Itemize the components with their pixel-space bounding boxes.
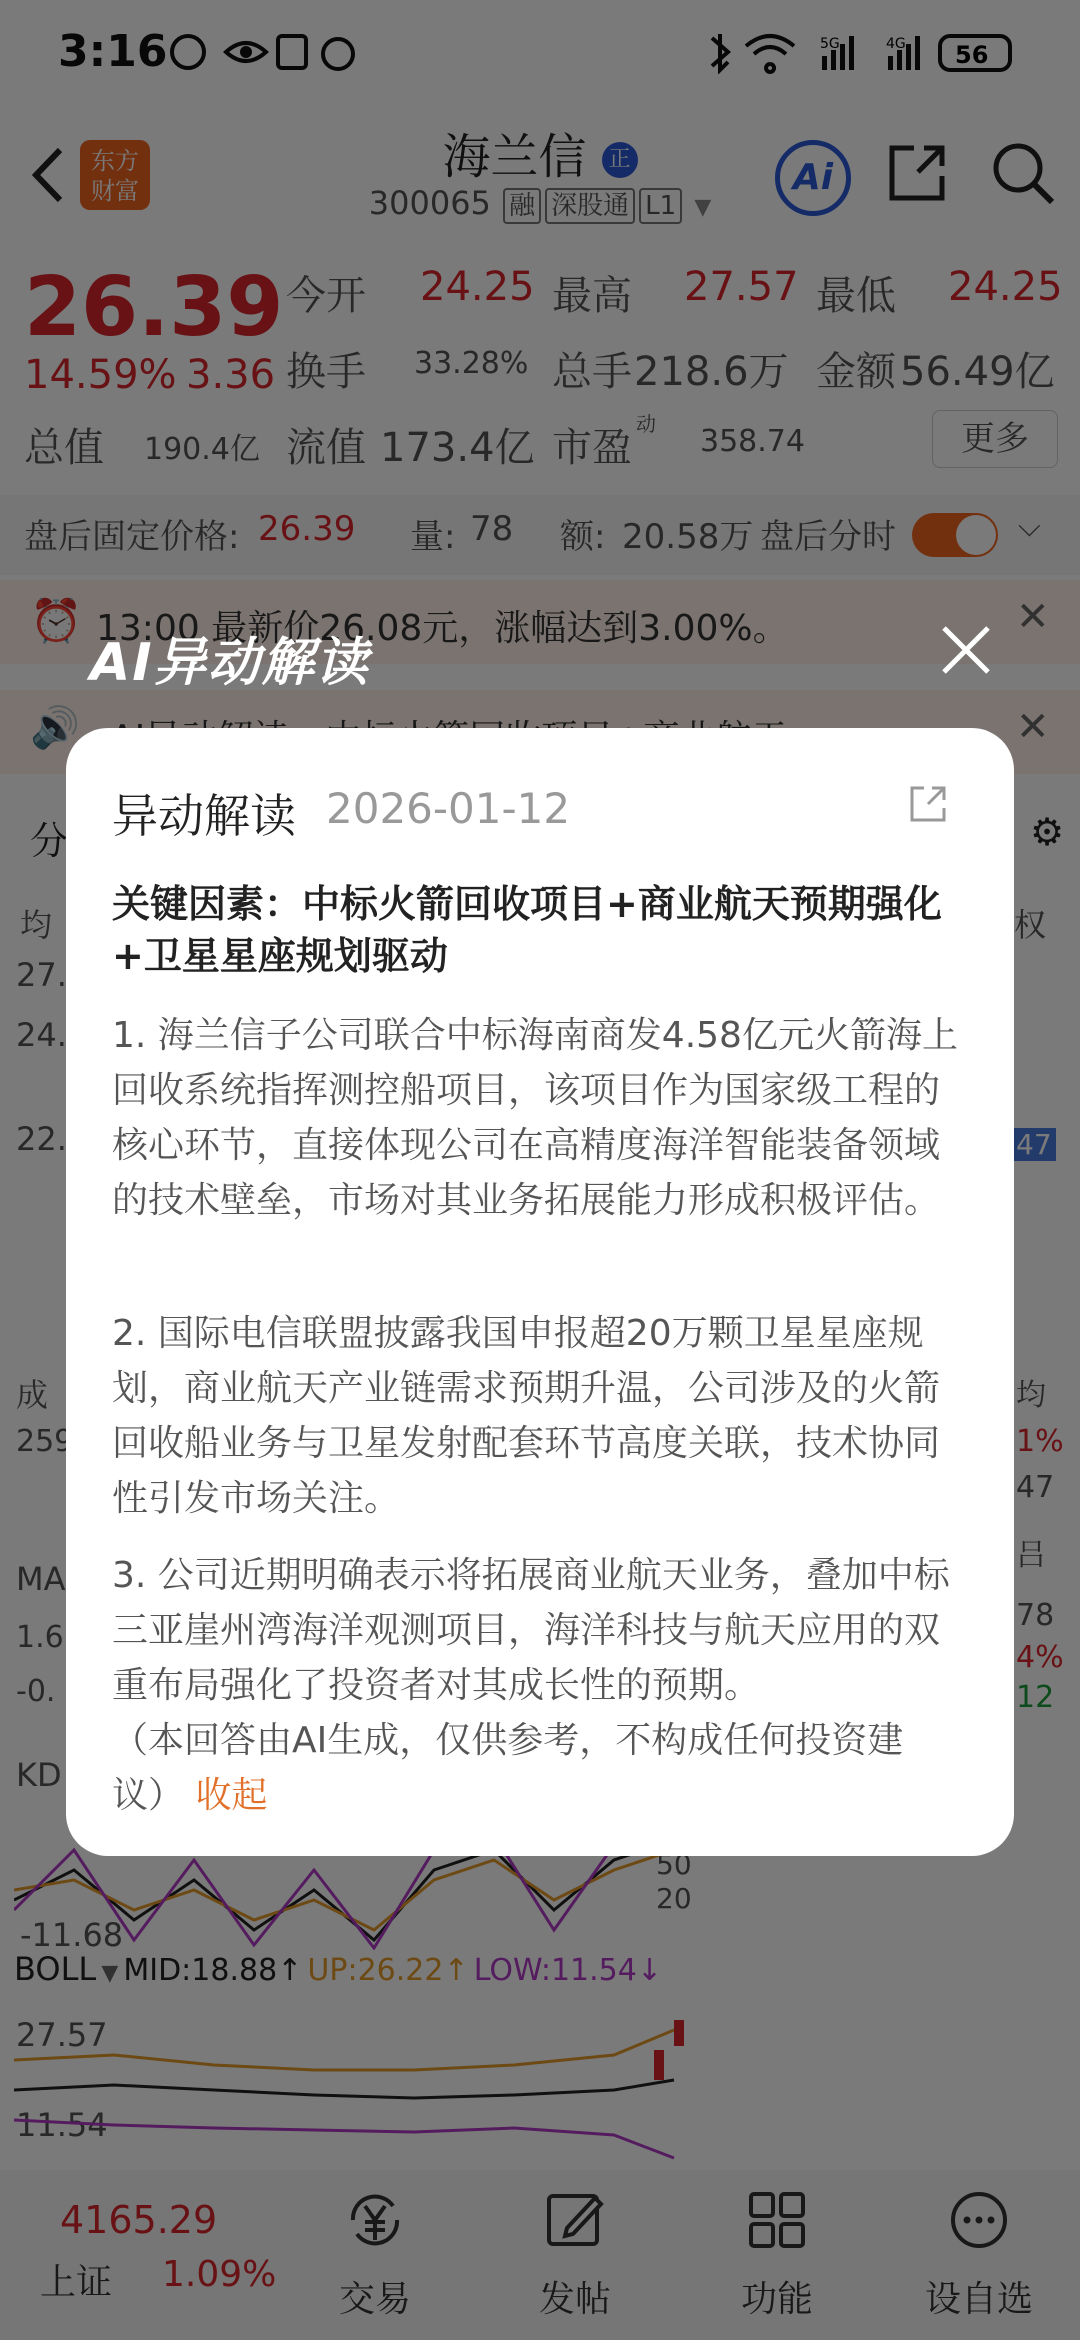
key-factor: 关键因素：中标火箭回收项目+商业航天预期强化+卫星星座规划驱动: [112, 882, 942, 978]
reason-paragraph-2: 2. 国际电信联盟披露我国申报超20万颗卫星星座规划，商业航天产业链需求预期升温，公司涉及的火箭回收船业务与卫星发射配套环节高度关联，技术协同性引发市场关注。: [112, 1313, 941, 1519]
ai-analysis-modal: [66, 728, 1014, 1856]
modal-title: 异动解读: [112, 789, 296, 843]
overlay-title: AI异动解读: [90, 633, 370, 693]
disclaimer: （本回答由AI生成，仅供参考，不构成任何投资建议）: [112, 1720, 904, 1816]
reason-paragraph-1: 1. 海兰信子公司联合中标海南商发4.58亿元火箭海上回收系统指挥测控船项目，该项目作为国家级工程的核心环节，直接体现公司在高精度海洋智能装备领域的技术壁垒，市场对其业务拓展能力形成积极评估。: [112, 1015, 958, 1221]
collapse-link[interactable]: 收起: [195, 1775, 268, 1816]
close-icon[interactable]: [938, 622, 994, 678]
reason-paragraph-3: 3. 公司近期明确表示将拓展商业航天业务，叠加中标三亚崖州湾海洋观测项目，海洋科技与航天应用的双重布局强化了投资者对其成长性的预期。 （本回答由AI生成，仅供参考，不构成任何投资建议） 收起: [112, 1555, 950, 1816]
share-icon[interactable]: [906, 782, 950, 826]
modal-date: 2026-01-12: [326, 784, 571, 833]
